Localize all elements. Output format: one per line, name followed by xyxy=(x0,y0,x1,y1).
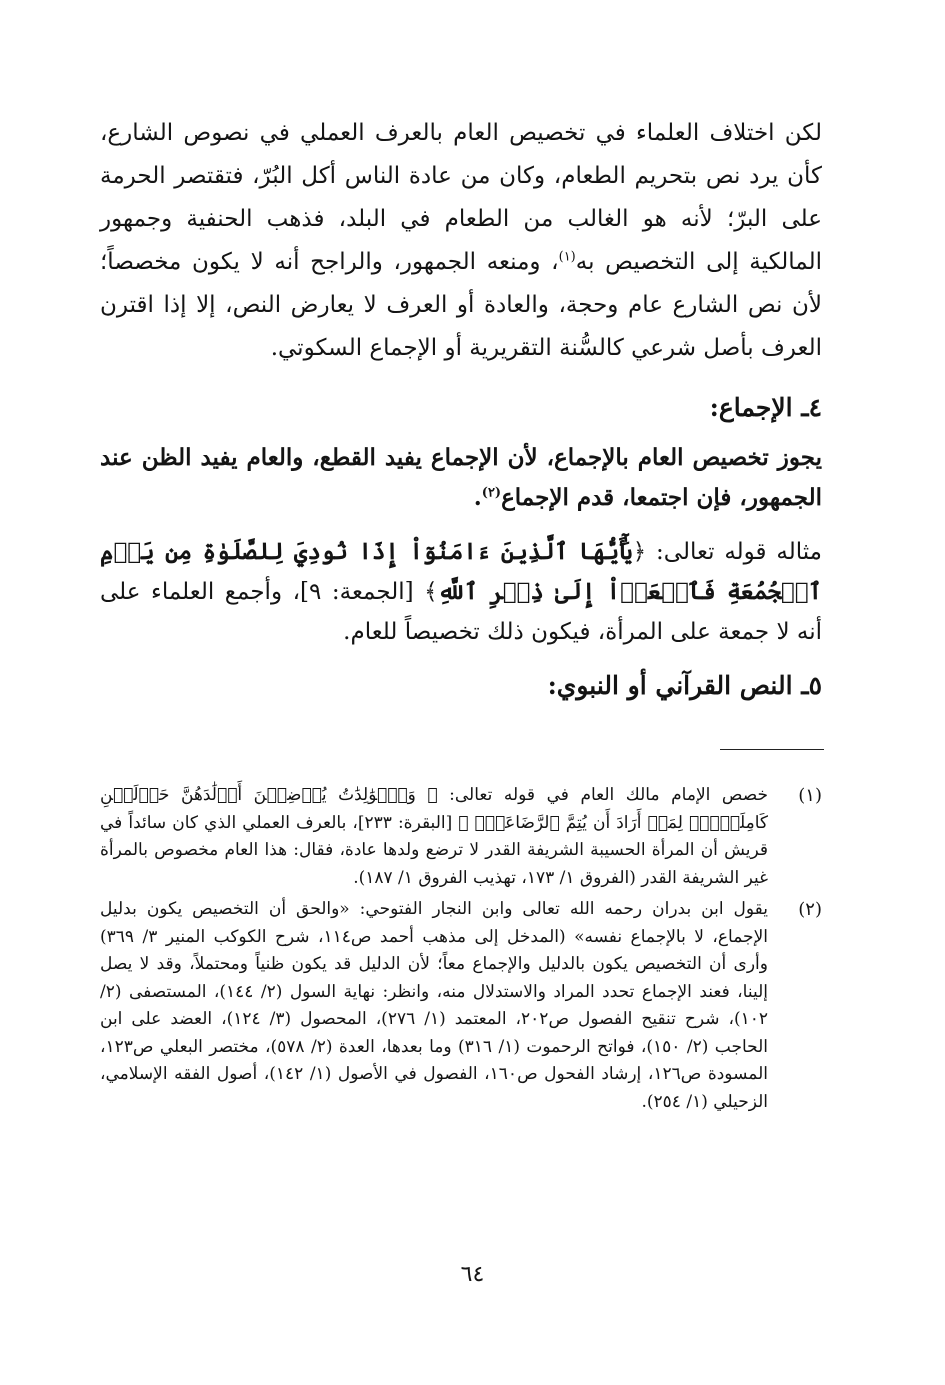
page-number: ٦٤ xyxy=(460,1262,485,1287)
paragraph-urf xyxy=(100,112,822,370)
paragraph-ijmaa-text: يجوز تخصيص العام بالإجماع، لأن الإجماع يفيد القطع، والعام يفيد الظن عند الجمهور، فإن اجتمعا، قدم الإجماع xyxy=(100,444,822,511)
footnote-ref-2[interactable]: (٢) xyxy=(481,485,502,501)
quran-verse: يَٰٓأَيُّهَا ٱلَّذِينَ ءَامَنُوٓاْ إِذَا نُودِيَ لِلصَّلَوٰةِ مِن يَوۡمِ ٱلۡجُمُعَةِ فَٱسۡعَوۡاْ إِلَىٰ ذِكۡرِ ٱللَّهِ xyxy=(100,538,822,605)
paragraph-urf-continuation: ، ومنعه الجمهور، والراجح أنه لا يكون مخصصاً؛ لأن نص الشارع عام وحجة، والعادة أو العرف لا يعارض النص، إلا إذا اقترن العرف بأصل شرعي كالسُّنة التقريرية أو الإجماع السكوتي. xyxy=(100,249,822,361)
example-lead: مثاله قوله تعالى: xyxy=(646,539,823,565)
paragraph-example xyxy=(100,532,822,652)
ayah-bracket-open: ﴿ xyxy=(632,539,647,565)
footnote-text-1: خصص الإمام مالك العام في قوله تعالى: ﴿ وَٱلۡوَٰلِدَٰتُ يُرۡضِعۡنَ أَوۡلَٰدَهُنَّ حَوۡلَيۡنِ كَامِلَيۡنِۖ لِمَنۡ أَرَادَ أَن يُتِمَّ ٱلرَّضَاعَةَۚ ﴾ [البقرة: ٢٣٣]، بالعرف العملي الذي كان سائداً في قريش أن المرأة الحسيبة الشريفة القدر لا ترضع ولدها عادة، فقال: هذا العام مخصوص بالمرأة غير الشريفة القدر (الفروق ١/ ١٧٣، تهذيب الفروق ١/ ١٨٧). xyxy=(100,785,768,888)
footnote-number-2: (٢) xyxy=(798,899,822,920)
heading-ijmaa: ٤ـ الإجماع: xyxy=(709,393,822,422)
paragraph-urf-text: لكن اختلاف العلماء في تخصيص العام بالعرف العملي في نصوص الشارع، كأن يرد نص بتحريم الطعام، وكان من عادة الناس أكل البُرّ، فتقتصر الحرمة على البرّ؛ لأنه هو الغالب من الطعام في البلد، فذهب الحنفية وجمهور المالكية إلى التخصيص به xyxy=(100,120,822,275)
footnote-1 xyxy=(100,782,822,892)
footnote-2 xyxy=(100,896,822,1116)
main-text xyxy=(100,112,822,716)
paragraph-ijmaa-end: . xyxy=(473,484,482,511)
footnote-text-2: يقول ابن بدران رحمه الله تعالى وابن النجار الفتوحي: «والحق أن التخصيص يكون بدليل الإجماع، لا بالإجماع نفسه» (المدخل إلى مذهب أحمد ص١١٤، شرح الكوكب المنير ٣/ ٣٦٩) وأرى أن التخصيص يكون بالدليل والإجماع معاً؛ لأن الدليل قد يكون ظنياً ومحتملاً، وقد لا يصل إلينا، فعند الإجماع تحدد المراد والاستدلال منه، وانظر: نهاية السول (٢/ ١٤٤)، المستصفى (٢/ ١٠٢)، شرح تنقيح الفصول ص٢٠٢، المعتمد (١/ ٢٧٦)، المحصول (٣/ ١٢٤)، العضد على ابن الحاجب (٢/ ١٥٠)، فواتح الرحموت (١/ ٣١٦) وما بعدها، العدة (٢/ ٥٧٨)، مختصر البعلي ص١٢٣، المسودة ص١٢٦، إرشاد الفحول ص١٦٠، الفصول في الأصول (١/ ١٤٢)، أصول الفقه الإسلامي، الزحيلي (١/ ٢٥٤). xyxy=(100,899,769,1112)
footnotes xyxy=(100,782,822,1120)
example-rest: [الجمعة: ٩]، وأجمع العلماء على أنه لا جمعة على المرأة، فيكون ذلك تخصيصاً للعام. xyxy=(100,579,822,645)
footnote-ref-1[interactable]: (١) xyxy=(558,249,576,265)
paragraph-ijmaa xyxy=(100,438,822,518)
ayah-bracket-close: ﴾ xyxy=(424,579,438,605)
heading-text-sources: ٥ـ النص القرآني أو النبوي: xyxy=(547,671,822,700)
footnote-number-1: (١) xyxy=(798,785,822,806)
footnote-separator xyxy=(720,749,824,750)
